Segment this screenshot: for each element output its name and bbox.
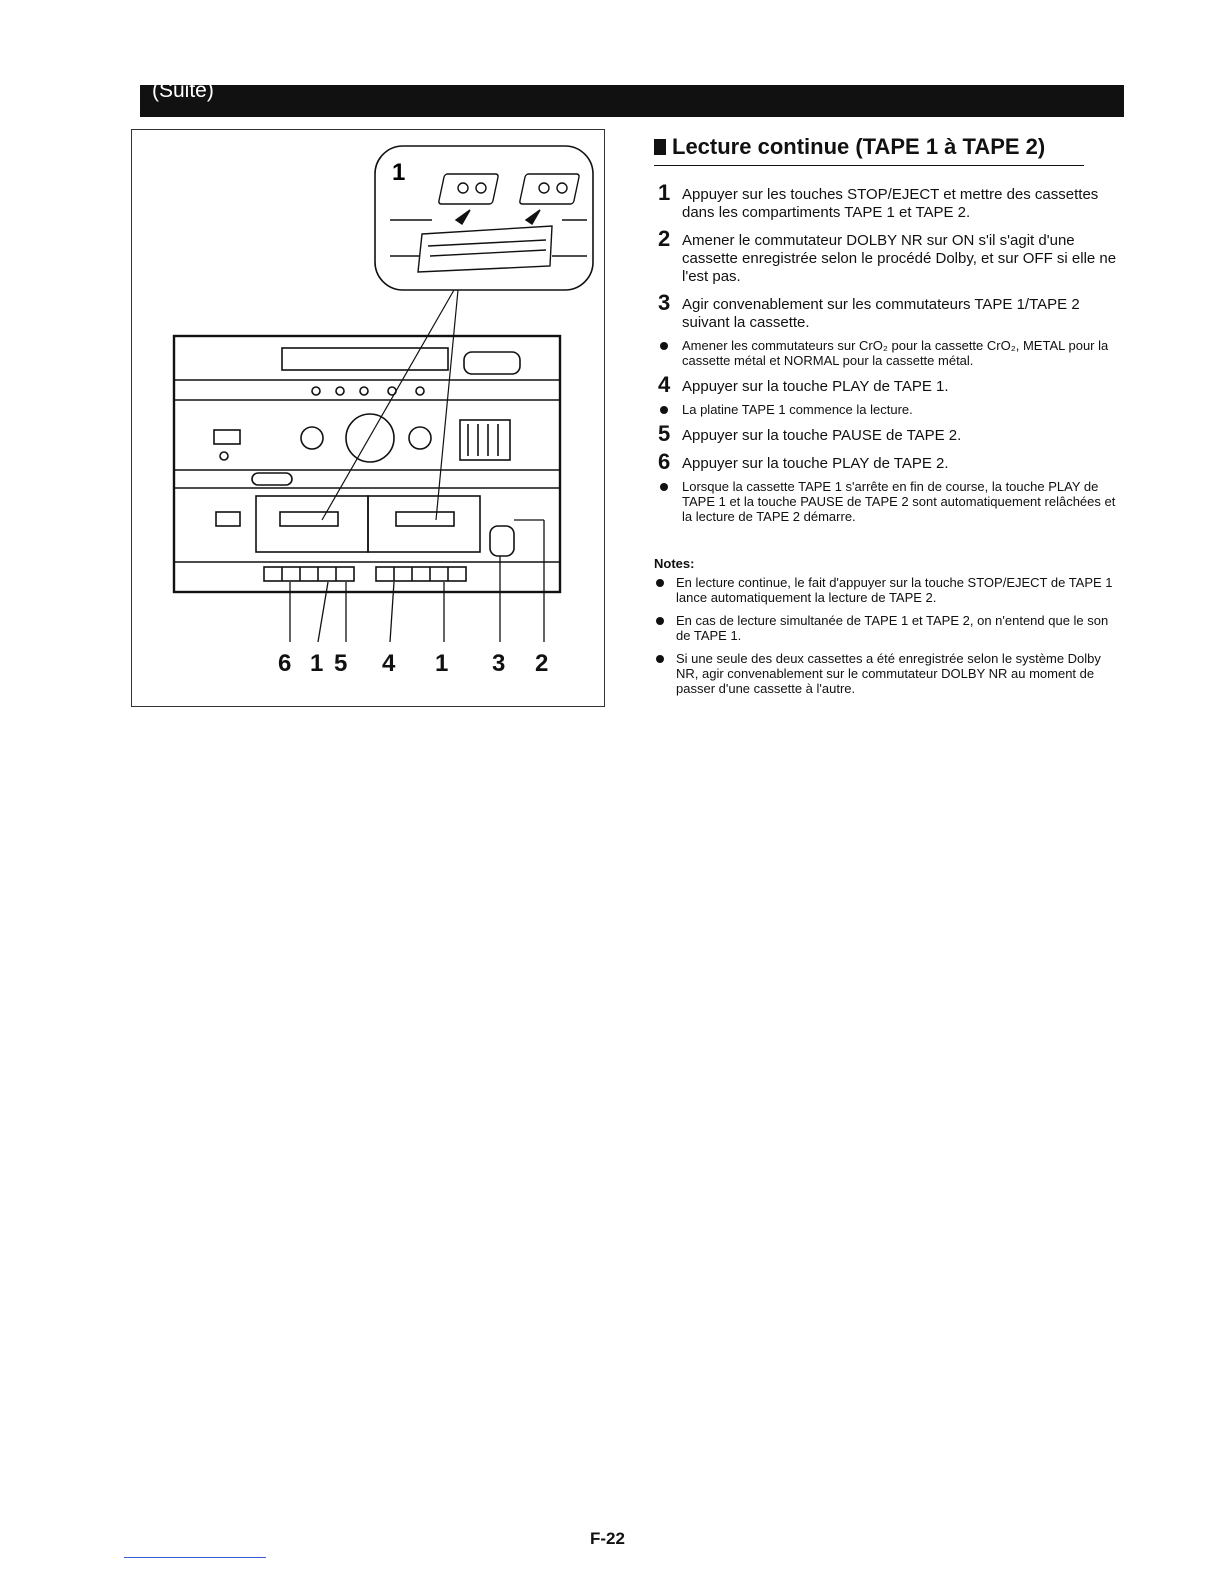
footer-rule [124, 1557, 266, 1558]
callout-3: 3 [492, 650, 506, 677]
callout-6: 6 [278, 650, 292, 677]
note-item: Si une seule des deux cassettes a été enregistrée selon le système Dolby NR, agir convenablement sur le commutateur DOLBY NR au moment de passer d'une cassette à l'autre. [654, 651, 1124, 696]
stereo-drawing [132, 130, 604, 706]
square-bullet-icon [654, 139, 666, 155]
step-4: 4 Appuyer sur la touche PLAY de TAPE 1. [658, 372, 949, 397]
note-item: En cas de lecture simultanée de TAPE 1 et TAPE 2, on n'entend que le son de TAPE 1. [654, 613, 1124, 643]
bullet-dot-icon [656, 579, 664, 587]
note-item: En lecture continue, le fait d'appuyer sur la touche STOP/EJECT de TAPE 1 lance automatiquement la lecture de TAPE 2. [654, 575, 1124, 605]
step-5: 5 Appuyer sur la touche PAUSE de TAPE 2. [658, 421, 962, 446]
callout-5: 5 [334, 650, 348, 677]
header-label: (Suite) [152, 79, 214, 102]
callout-4: 4 [382, 650, 396, 677]
instructions-column [654, 132, 1124, 704]
stereo-illustration [131, 129, 605, 707]
section-title: Lecture continue (TAPE 1 à TAPE 2) [654, 132, 1084, 166]
header-bar [140, 85, 1124, 117]
bullet-dot-icon [656, 617, 664, 625]
notes-title: Notes: [654, 556, 695, 571]
bullet-tape1-starts: La platine TAPE 1 commence la lecture. [654, 402, 1124, 417]
bullet-tape2-starts: Lorsque la cassette TAPE 1 s'arrête en fin de course, la touche PLAY de TAPE 1 et la touche PAUSE de TAPE 2 sont automatiquement relâchées et la lecture de TAPE 2 démarre. [654, 479, 1124, 524]
bullet-dot-icon [660, 483, 668, 491]
callout-1b: 1 [435, 650, 449, 677]
step-3: 3 Agir convenablement sur les commutateurs TAPE 1/TAPE 2 suivant la cassette. [658, 290, 1080, 331]
callout-2: 2 [535, 650, 549, 677]
callout-1: 1 [310, 650, 324, 677]
page-number: F-22 [590, 1529, 625, 1548]
bullet-tape-type: Amener les commutateurs sur CrO₂ pour la cassette CrO₂, METAL pour la cassette métal et NORMAL pour la cassette métal. [654, 338, 1124, 368]
steps-list [654, 180, 1124, 524]
bullet-dot-icon [660, 342, 668, 350]
inset-number: 1 [392, 159, 406, 186]
step-6: 6 Appuyer sur la touche PLAY de TAPE 2. [658, 449, 949, 474]
step-1: 1 Appuyer sur les touches STOP/EJECT et mettre des cassettes dans les compartiments TAPE 1 et TAPE 2. [658, 180, 1099, 221]
bullet-dot-icon [660, 406, 668, 414]
step-2: 2 Amener le commutateur DOLBY NR sur ON s'il s'agit d'une cassette enregistrée selon le procédé Dolby, et sur OFF si elle ne l'est pas. [658, 226, 1117, 285]
bullet-dot-icon [656, 655, 664, 663]
